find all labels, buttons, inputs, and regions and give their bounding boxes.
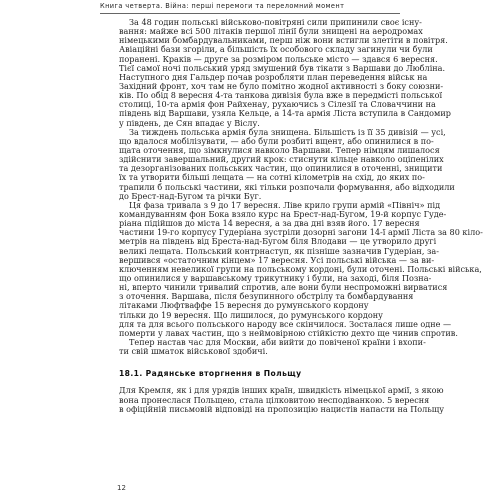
- text-line: щата оточення, що зімкнулися навколо Варшави. Тепер німцям лишалося: [119, 144, 440, 155]
- text-line: Тієї самої ночі польський уряд змушений був тікати з Варшави до Любліна.: [119, 62, 446, 73]
- section-title: 18.1. Радянське вторгнення в Польщу: [119, 369, 302, 379]
- text-line: За тиждень польська армія була знищена. Більшість із її 35 дивізій — усі,: [129, 126, 446, 137]
- text-line: у південь, де Сян впадає у Віслу.: [119, 117, 260, 128]
- text-line: частини 19-го корпусу Гудеріана зустріли дозорні загони 14-ї армії Ліста за 80 кіло-: [119, 227, 483, 238]
- text-line: до Брест-над-Бугом та річки Буг.: [119, 190, 262, 201]
- paragraph-4: [119, 336, 426, 357]
- text-line: померти у лавах частин, що з неймовірною стійкістю дехто ще чинив спротив.: [119, 327, 458, 338]
- text-line: що вдалося мобілізувати, — або були розбиті вщент, або опинилися в по-: [119, 135, 434, 146]
- text-line: Наступного дня Гальдер почав розробляти план переведення військ на: [119, 71, 428, 82]
- text-line: німецькими бомбардувальниками, перш ніж вони встигли злетіти в повітря.: [119, 35, 448, 46]
- running-header: Книга четверта. Війна: перші перемоги та переломний момент: [100, 2, 400, 14]
- text-line: великі лещата. Польський контрнаступ, як пізніше зазначив Гудеріан, за-: [119, 245, 439, 256]
- text-line: вершився «остаточним кінцем» 17 вересня. Усі польські війська — за ви-: [119, 254, 435, 265]
- paragraph-2: [119, 126, 455, 201]
- section-paragraph: [119, 385, 445, 414]
- text-line: Ця фаза тривала з 9 до 17 вересня. Ліве крило групи армій «Північ» під: [129, 199, 441, 210]
- text-line: Авіаційні бази згоріли, а більшість їх особового складу загинули чи були: [119, 44, 433, 55]
- text-line: ків. По обід 8 вересня 4-та танкова дивізія була вже в передмісті польської: [119, 90, 443, 101]
- text-line: ключенням невеликої групи на польському кордоні, були оточені. Польські війська,: [119, 263, 482, 274]
- page-number: 12: [117, 484, 126, 492]
- text-line: командуванням фон Бока взяло курс на Брест-над-Бугом, 19-й корпус Гуде-: [119, 208, 447, 219]
- text-line: трапили б польські частини, які тільки розпочали формування, або відходили: [119, 181, 455, 192]
- text-line: Західний фронт, хоч там не було помітно жодної активності з боку союзни-: [119, 80, 444, 91]
- text-line: ти свій шматок військової здобичі.: [119, 346, 268, 357]
- paragraph-1: [119, 17, 451, 128]
- text-line: з оточення. Варшава, після безупинного обстрілу та бомбардування: [119, 291, 414, 302]
- text-line: південь від Варшави, узяла Кельце, а 14-та армія Ліста вступила в Сандомир: [119, 108, 451, 119]
- text-line: вона пронеслася Польщею, стала цілковитою несподіванкою. 5 вересня: [119, 394, 430, 405]
- text-line: метрів на південь від Бреста-над-Бугом біля Влодави — це утворило другі: [119, 236, 437, 247]
- text-line: вання: майже всі 500 літаків першої лінії були знищені на аеродромах: [119, 26, 423, 37]
- text-line: тільки до 19 вересня. Що лишилося, до румунського кордону: [119, 309, 383, 320]
- text-line: літаками Люфтваффе 15 вересня до румунського кордону: [119, 300, 369, 311]
- text-line: їх та утворити більші лещата — на сотні кілометрів на схід, до яких по-: [119, 172, 425, 183]
- text-line: здійснити завершальний, другий крок: стиснути кільце навколо оціпенілих: [119, 154, 444, 165]
- text-line: для та для всього польського народу все скінчилося. Зосталася лише одне —: [119, 318, 452, 329]
- text-line: ні, вперто чинили тривалий спротив, але вони були неспроможні вирватися: [119, 282, 448, 293]
- text-line: що опинилися у варшавському трикутнику і були, на заході, біля Позна-: [119, 272, 432, 283]
- text-line: поранені. Краків — друге за розміром польське місто — здався 6 вересня.: [119, 53, 438, 64]
- text-line: За 48 годин польські військово-повітряні сили припинили своє існу-: [129, 17, 422, 27]
- text-line: Для Кремля, як і для урядів інших країн, швидкість німецької армії, з якою: [119, 385, 444, 396]
- text-line: Тепер настав час для Москви, аби вийти до повіченої країни і вхопи-: [129, 336, 426, 347]
- paragraph-3: [119, 199, 483, 338]
- text-line: столиці, 10-та армія фон Райхенау, рухаючись з Сілезії та Словаччини на: [119, 99, 436, 110]
- text-line: ріана підійшов до міста 14 вересня, а за два дні взяв його. 17 вересня: [119, 218, 420, 229]
- body-text: [119, 17, 483, 414]
- text-line: та дезорганізованих польських частин, що опинилися в оточенні, знищити: [119, 163, 443, 174]
- text-line: в офіційній письмовій відповіді на пропозицію нацистів напасти на Польщу: [119, 403, 445, 414]
